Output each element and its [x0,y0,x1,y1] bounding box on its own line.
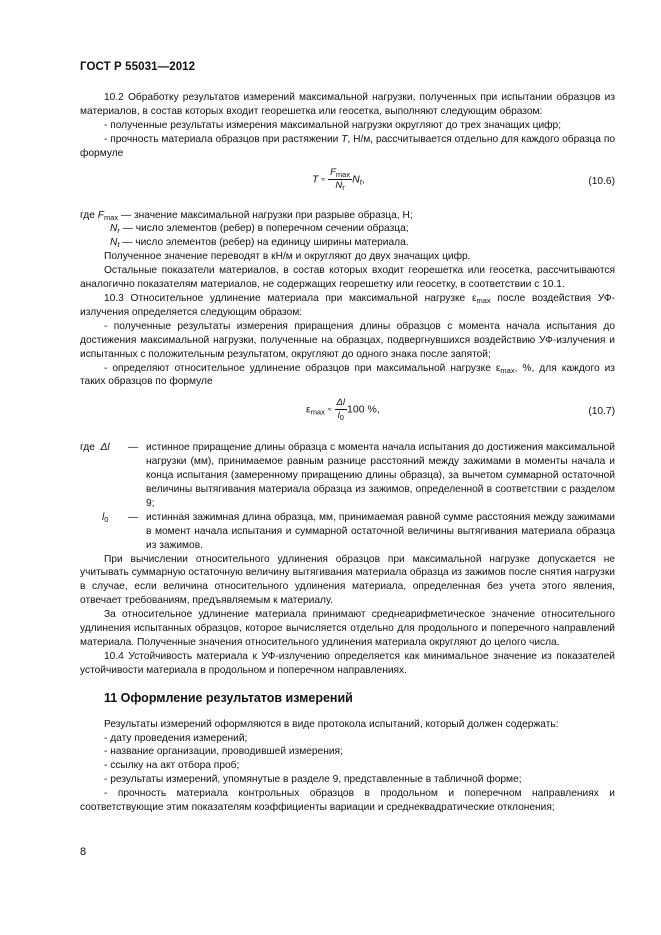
paragraph-10-3: 10.3 Относительное удлинение материала при максимальной нагрузке $\varepsilon_{max}$ после воздействия УФ-излучения определяется следующим образом: [80,292,615,318]
list-item: - дату проведения измерений; [104,732,248,744]
paragraph-strength: - прочность материала образцов при растяжении T, Н/м, рассчитывается отдельно для каждого образца по формуле [80,133,615,159]
list-item-rounding: - полученные результаты измерения максимальной нагрузки округляют до трех значащих цифр; [104,119,562,131]
where-l0: $l_0$ — истинная зажимная длина образца, мм, принимаемая равной сумме расстояния между зажимами в момент начала испытания и суммарной остаточной величины вытягивания материала образца из зажимов. [102,511,615,551]
where-fmax: где $F_{max}$ — значение максимальной нагрузки при разрыве образца, Н; [80,209,413,222]
where-nr: $N_r$ — число элементов (ребер) в поперечном сечении образца; [110,223,409,236]
list-item: - прочность материала контрольных образцов в продольном и поперечном направлениях и соответствующие этим показателям коэффициенты вариации и среднеквадратические отклонения; [80,788,615,814]
paragraph-other-indicators: Остальные показатели материалов, в состав которых входит георешетка или геосетка, рассчитываются аналогично показателям материалов, не содержащих георешетку или геосетку, в соответствии с 10.1. [80,265,615,291]
formula-number: (10.6) [588,175,615,187]
paragraph-10-4: 10.4 Устойчивость материала к УФ-излучению определяется как минимальное значение из показателей устойчивости материала в продольном и поперечном направлениях. [80,650,615,676]
formula-10-6 [80,167,615,203]
section-11-heading: 11 Оформление результатов измерений [104,690,353,705]
paragraph-average: За относительное удлинение материала принимают среднеарифметическое значение относительного удлинения испытанных образцов, которое вычисляется отдельно для продольного и поперечного направлений материала. Полученные значения относительного удлинения материала округляют до целого числа. [80,609,615,648]
list-item-elongation: - определяют относительное удлинение образцов при максимальной нагрузке $\varepsilon_{max}$, %, для каждого из таких образцов по формуле [80,362,615,388]
paragraph-10-2: 10.2 Обработку результатов измерений максимальной нагрузки, полученных при испытании образцов из материалов, в состав которых входит георешетка или геосетка, выполняют следующим образом: [80,92,615,117]
section-11-intro: Результаты измерений оформляются в виде протокола испытаний, который должен содержать: [104,718,559,730]
where-delta-l: где Δl — истинное приращение длины образца с момента начала испытания до достижения максимальной нагрузки (мм), принимаемое равным разнице расстояний между зажимами в моменты начала и конца испытания (замеренному приращению длины образца), за вычетом суммарной остаточной величины вытягивания материала образца из зажимов, определенной в соответствии с разделом 9; [80,442,615,509]
list-item: - результаты измерений, упомянутые в разделе 9, представленные в табличной форме; [104,774,522,786]
paragraph-calculation-note: При вычислении относительного удлинения образцов при максимальной нагрузке допускается не учитывать суммарную остаточную величину вытягивания материала образца из зажимов после снятия нагрузки в случае, если величина относительного удлинения материала, определенная без учета этого явления, отвечает требованиям, предъявляемым к материалу. [80,553,615,607]
fraction: $\frac{F_{max}}{N_r}$ [330,166,351,192]
where-nt: $N_t$ — число элементов (ребер) на единицу ширины материала. [110,237,409,250]
formula-number: (10.7) [588,406,615,418]
list-item: - ссылку на акт отбора проб; [104,760,240,772]
list-item: - название организации, проводившей измерения; [104,746,343,758]
list-item-increment: - полученные результаты измерения приращения длины образцов с момента начала испытания до достижения максимальной нагрузки, полученные на образцах, подвергнувшихся воздействию УФ-излучения и испытанных с положительным результатом, округляют до одного знака после запятой; [80,320,615,360]
body-text [80,91,615,815]
paragraph-convert: Полученное значение переводят в кН/м и округляют до двух значащих цифр. [104,251,471,263]
formula-10-6-expression: T ≈ $\frac{F_{max}}{N_r}$ $N_t$, [312,166,365,192]
formula-10-7 [80,397,615,433]
standard-header: ГОСТ Р 55031—2012 [80,61,196,73]
formula-10-7-expression: $\varepsilon_{max}$ ≈ $\frac{\Delta l}{l_0}$ 100 %, [306,397,380,423]
fraction: $\frac{\Delta l}{l_0}$ [336,397,346,423]
page-number: 8 [80,846,87,858]
